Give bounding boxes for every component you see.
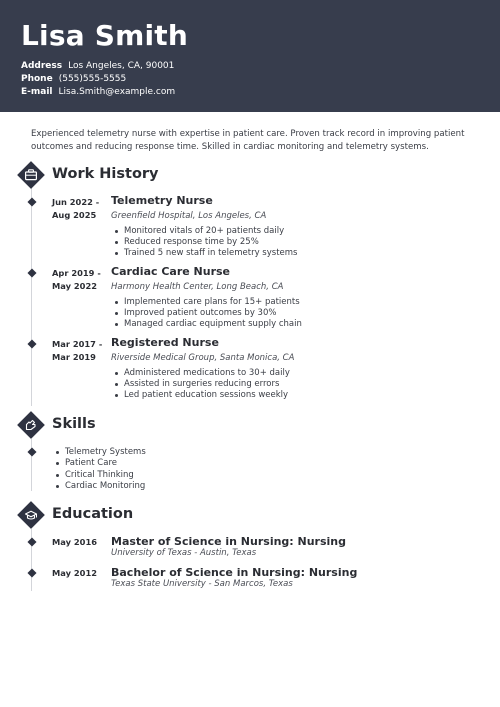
skill-item: Critical Thinking <box>65 470 146 481</box>
skills-hand-icon <box>17 411 45 439</box>
job-employer: Riverside Medical Group, Santa Monica, CA <box>111 353 295 363</box>
email-label: E-mail <box>21 87 53 97</box>
job-title: Telemetry Nurse <box>111 194 213 207</box>
job-employer: Greenfield Hospital, Los Angeles, CA <box>111 211 267 221</box>
job-date-end: Aug 2025 <box>52 210 97 220</box>
timeline-dot <box>27 339 37 349</box>
job-date-end: May 2022 <box>52 281 97 291</box>
job-bullet: Monitored vitals of 20+ patients daily <box>124 226 297 237</box>
briefcase-icon <box>17 161 45 189</box>
job-bullet: Trained 5 new staff in telemetry systems <box>124 248 298 259</box>
phone-value: (555)555-5555 <box>58 74 127 84</box>
job-bullet: Improved patient outcomes by 30% <box>124 308 302 319</box>
education-date: May 2016 <box>52 537 97 547</box>
timeline-dot <box>27 197 37 207</box>
work-history-title: Work History <box>52 166 159 182</box>
timeline-dot <box>27 568 37 578</box>
job-date-start: Apr 2019 - <box>52 268 101 278</box>
job-employer: Harmony Health Center, Long Beach, CA <box>111 282 284 292</box>
school-name: Texas State University - San Marcos, Texas <box>111 579 293 589</box>
skill-item: Patient Care <box>65 458 146 469</box>
job-bullet: Managed cardiac equipment supply chain <box>124 319 302 330</box>
job-title: Cardiac Care Nurse <box>111 265 231 278</box>
graduation-cap-icon <box>17 501 45 529</box>
address-value: Los Angeles, CA, 90001 <box>68 61 175 71</box>
skill-item: Cardiac Monitoring <box>65 480 146 491</box>
job-date-start: Mar 2017 - <box>52 339 103 349</box>
school-name: University of Texas - Austin, Texas <box>111 548 257 558</box>
phone-label: Phone <box>21 74 53 84</box>
degree-title: Master of Science in Nursing: Nursing <box>111 535 347 548</box>
job-date <box>52 267 101 293</box>
job-bullets <box>124 226 297 260</box>
skills-title: Skills <box>52 416 96 432</box>
contact-phone <box>21 74 126 84</box>
job-date-start: Jun 2022 - <box>52 197 100 207</box>
timeline-dot <box>27 537 37 547</box>
candidate-name: Lisa Smith <box>21 19 189 52</box>
job-bullet: Led patient education sessions weekly <box>124 390 289 401</box>
degree-title: Bachelor of Science in Nursing: Nursing <box>111 566 358 579</box>
professional-summary: Experienced telemetry nurse with expertise in patient care. Proven track record in improving patient outcomes and reducing response time. Skilled in cardiac monitoring and telemetry systems. <box>31 129 465 152</box>
skills-list <box>65 447 146 492</box>
job-date-end: Mar 2019 <box>52 352 96 362</box>
job-bullets <box>124 368 290 402</box>
job-bullet: Implemented care plans for 15+ patients <box>124 297 302 308</box>
education-date: May 2012 <box>52 568 97 578</box>
contact-address <box>21 61 174 71</box>
job-bullet: Reduced response time by 25% <box>124 237 297 248</box>
job-bullet: Assisted in surgeries reducing errors <box>124 379 290 390</box>
education-title: Education <box>52 506 134 522</box>
job-bullets <box>124 297 302 331</box>
timeline-dot <box>27 447 37 457</box>
address-label: Address <box>21 61 63 71</box>
work-timeline-line <box>31 188 32 406</box>
job-date <box>52 338 102 364</box>
email-value[interactable]: Lisa.Smith@example.com <box>58 87 176 97</box>
contact-email <box>21 87 175 97</box>
skill-item: Telemetry Systems <box>65 447 146 457</box>
timeline-dot <box>27 268 37 278</box>
job-title: Registered Nurse <box>111 336 219 349</box>
resume-header <box>0 0 500 112</box>
job-date <box>52 196 99 222</box>
job-bullet: Administered medications to 30+ daily <box>124 368 290 378</box>
